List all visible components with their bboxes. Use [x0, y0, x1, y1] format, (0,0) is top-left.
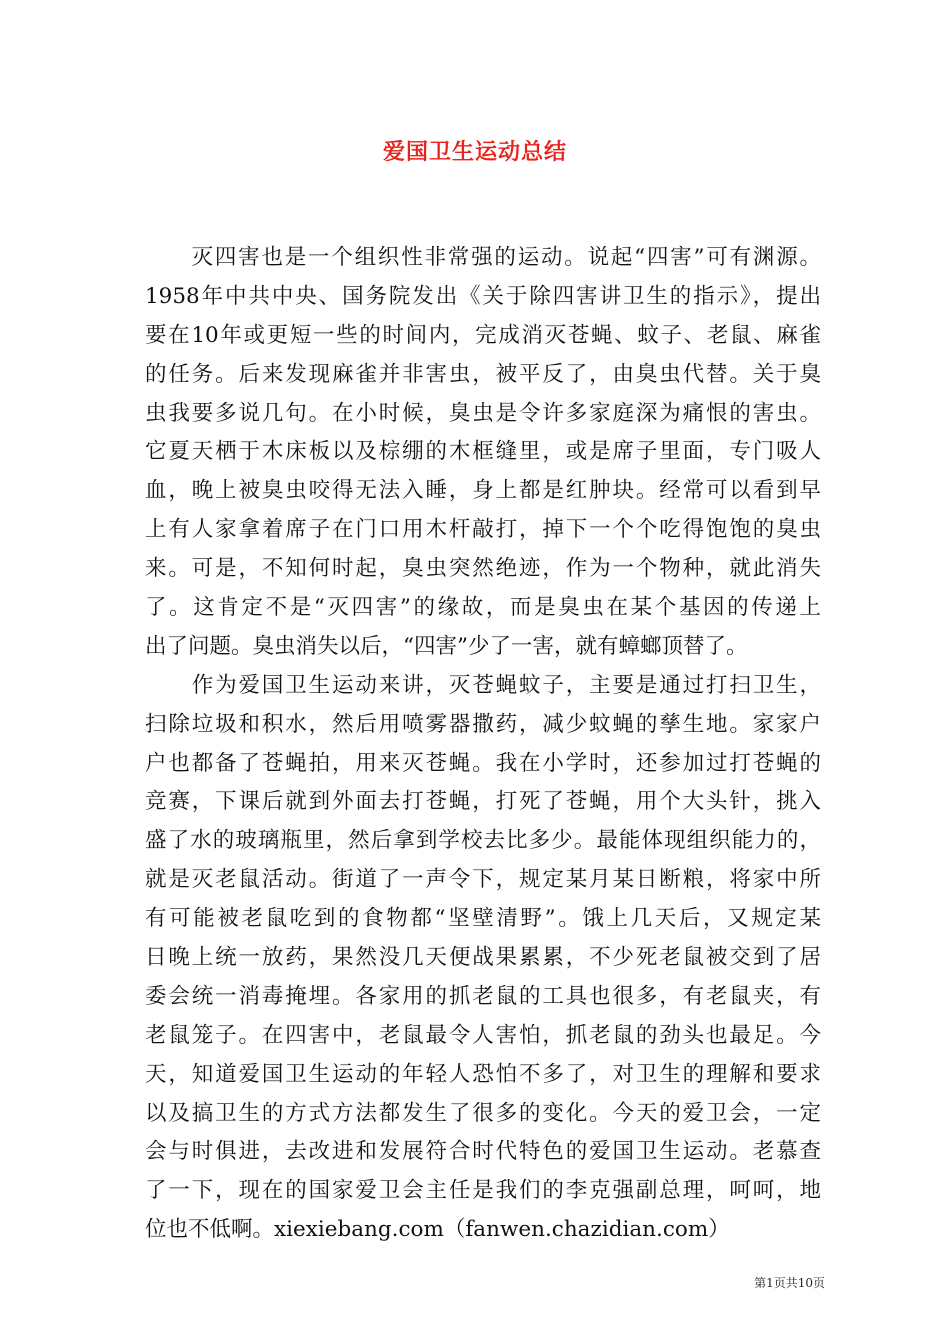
text-line: 它夏天栖于木床板以及棕绷的木框缝里，或是席子里面，专门吸人: [145, 439, 821, 465]
text-line: 有可能被老鼠吃到的食物都“坚壁清野”。饿上几天后，又规定某: [145, 906, 821, 932]
text-line: 的任务。后来发现麻雀并非害虫，被平反了，由臭虫代替。关于臭: [145, 361, 821, 387]
text-line: 日晚上统一放药，果然没几天便战果累累，不少死老鼠被交到了居: [145, 945, 821, 971]
text-line: 虫我要多说几句。在小时候，臭虫是令许多家庭深为痛恨的害虫。: [145, 400, 821, 426]
text-line: 来。可是，不知何时起，臭虫突然绝迹，作为一个物种，就此消失: [145, 556, 821, 582]
text-line: 出了问题。臭虫消失以后，“四害”少了一害，就有蟑螂顶替了。: [145, 633, 748, 659]
text-line: 位也不低啊。xiexiebang.com（fanwen.chazidian.com）: [145, 1217, 730, 1243]
text-line: 户也都备了苍蝇拍，用来灭苍蝇。我在小学时，还参加过打苍蝇的: [145, 750, 821, 776]
text-line: 就是灭老鼠活动。街道了一声令下，规定某月某日断粮，将家中所: [145, 867, 821, 893]
page-number: 第1页共10页: [754, 1276, 825, 1290]
text-line: 天，知道爱国卫生运动的年轻人恐怕不多了，对卫生的理解和要求: [145, 1061, 821, 1087]
text-line: 以及搞卫生的方式方法都发生了很多的变化。今天的爱卫会，一定: [145, 1100, 821, 1126]
text-line: 会与时俱进，去改进和发展符合时代特色的爱国卫生运动。老慕查: [145, 1139, 821, 1165]
text-line: 灭四害也是一个组织性非常强的运动。说起“四害”可有渊源。: [145, 245, 821, 270]
text-line: 盛了水的玻璃瓶里，然后拿到学校去比多少。最能体现组织能力的，: [145, 828, 821, 854]
text-line: 1958年中共中央、国务院发出《关于除四害讲卫生的指示》，提出: [145, 283, 821, 309]
text-line: 作为爱国卫生运动来讲，灭苍蝇蚊子，主要是通过打扫卫生，: [145, 672, 821, 698]
text-line: 了一下，现在的国家爱卫会主任是我们的李克强副总理，呵呵，地: [145, 1178, 821, 1204]
text-line: 血，晚上被臭虫咬得无法入睡，身上都是红肿块。经常可以看到早: [145, 478, 821, 504]
text-line: 竞赛，下课后就到外面去打苍蝇，打死了苍蝇，用个大头针，挑入: [145, 789, 821, 815]
text-line: 扫除垃圾和积水，然后用喷雾器撒药，减少蚊蝇的孳生地。家家户: [145, 711, 821, 737]
document-title: 爱国卫生运动总结: [382, 139, 567, 165]
text-line: 委会统一消毒掩埋。各家用的抓老鼠的工具也很多，有老鼠夹，有: [145, 983, 821, 1009]
document-body: [145, 239, 821, 1250]
text-line: 了。这肯定不是“灭四害”的缘故，而是臭虫在某个基因的传递上: [145, 595, 821, 621]
text-line: 要在10年或更短一些的时间内，完成消灭苍蝇、蚊子、老鼠、麻雀: [145, 322, 821, 348]
text-line: 老鼠笼子。在四害中，老鼠最令人害怕，抓老鼠的劲头也最足。今: [145, 1022, 821, 1048]
text-line: 上有人家拿着席子在门口用木杆敲打，掉下一个个吃得饱饱的臭虫: [145, 517, 821, 543]
